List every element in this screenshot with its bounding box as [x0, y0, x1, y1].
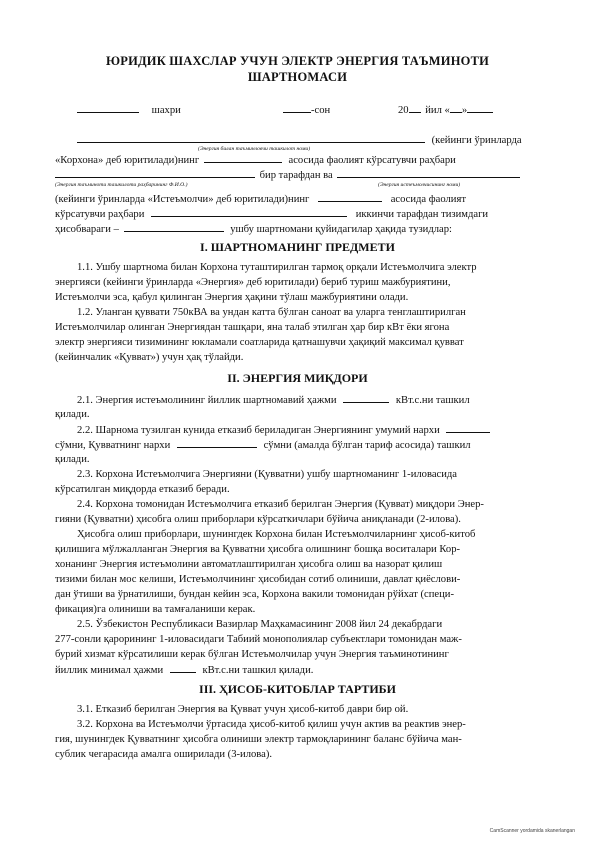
- section-3-heading: III. ҲИСОБ-КИТОБЛАР ТАРТИБИ: [199, 682, 396, 696]
- party-line-2: [55, 153, 456, 167]
- text-line: гияни (Қувватни) ҳисобга олиш приборлари кўрсаткичлари бўйича аниқланади (2-илова).: [55, 514, 461, 525]
- contract-number: [283, 103, 330, 117]
- clause-2-5-last-a: йиллик минимал ҳажми: [55, 665, 164, 676]
- party-line-3-text: бир тарафдан ва: [259, 170, 333, 181]
- year-suffix: йил «: [425, 105, 450, 116]
- total-price-blank: [446, 423, 490, 433]
- party-line-5: [55, 207, 488, 221]
- supplier-head-blank: [55, 168, 255, 178]
- city-label: шахри: [151, 105, 181, 116]
- city-blank: [77, 103, 139, 113]
- text-line: Истеъмолчилар олинган Энергиядан ташқари, яна талаб этилган ҳар бир кВт ёки ягона: [55, 322, 450, 333]
- clause-2-1-unit: кВт.с.ни ташкил: [395, 395, 470, 406]
- section-2-heading: II. ЭНЕРГИЯ МИҚДОРИ: [227, 371, 368, 385]
- text-line: 277-сонли қарорининг 1-иловасидаги Табиий монополиялар субъектлари томонидан маж-: [55, 634, 462, 645]
- clause-2-2-cont-b: сўмни (амалда бўлган тариф асосида) ташкил: [263, 440, 471, 451]
- account-blank: [124, 222, 224, 232]
- party-line-2a: «Корхона» деб юритилади)нинг: [55, 155, 200, 166]
- text-line: 2.5. Ўзбекистон Республикаси Вазирлар Маҳкамасининг 2008 йил 24 декабрдаги: [77, 619, 443, 630]
- clause-2-2-cont-a: сўмни, Қувватнинг нархи: [55, 440, 171, 451]
- text-line: тизими билан мос келиши, Истеъмолчининг ҳисобидан сотиб олиниши, давлат қиёслови-: [55, 574, 461, 585]
- text-line: 1.1. Ушбу шартнома билан Корхона туташтирилган тармоқ орқали Истеъмолчига электр: [77, 262, 477, 273]
- document-title-line1: ЮРИДИК ШАХСЛАР УЧУН ЭЛЕКТР ЭНЕРГИЯ ТАЪМИНОТИ: [105, 54, 490, 68]
- quote-mid: »: [461, 105, 468, 116]
- basis-blank-1: [204, 153, 282, 163]
- text-line: дан ўтиши ва ўрнатилиши, бундан кейин эса, Корхона вакили томонидан рўйхат (специ-: [55, 589, 454, 600]
- text-line: 1.2. Уланган қуввати 750кВА ва ундан катта бўлган саноат ва уларга тенглаштирилган: [77, 307, 466, 318]
- clause-2-1: [77, 393, 470, 407]
- note-consumer: (Энергия истеъмолчисининг номи): [378, 182, 461, 188]
- clause-2-1-text: 2.1. Энергия истеъмолининг йиллик шартномавий ҳажми: [77, 395, 337, 406]
- clause-2-5-last-b: кВт.с.ни ташкил қилади.: [202, 665, 314, 676]
- city-field: [77, 103, 181, 117]
- text-line: 3.2. Корхона ва Истеъмолчи ўртасида ҳисоб-китоб қилиш учун актив ва реактив энер-: [77, 719, 466, 730]
- supplier-name-blank: [77, 133, 425, 143]
- party-line-4: [55, 192, 466, 206]
- annual-volume-blank: [343, 393, 389, 403]
- contract-date: [398, 103, 493, 117]
- min-volume-blank: [170, 663, 196, 673]
- month-blank: [467, 103, 493, 113]
- year-blank: [409, 103, 421, 113]
- clause-2-2-text: 2.2. Шарнома тузилган кунида етказиб бериладиган Энергиянинг умумий нархи: [77, 425, 440, 436]
- party-line-1: [77, 133, 522, 147]
- text-line: электр энергияси тизимининг юкламали соатларида қатнашувчи ҳақиқий максимал қувват: [55, 337, 464, 348]
- clause-2-2: [77, 423, 490, 437]
- text-line: бурий хизмат кўрсатилиши керак бўлган Истеъмолчилар учун Энергия таъминотининг: [55, 649, 449, 660]
- note-supplier: (Энергия билан таъминловчи ташкилот номи): [198, 146, 311, 152]
- text-line: қилади.: [55, 454, 90, 465]
- text-line: фикация)га олиниши ва тамғаланиши керак.: [55, 604, 256, 615]
- text-line: қилишига мўлжалланган Энергия ва Қувватни ҳисобга олишнинг бошқа воситалари Кор-: [55, 544, 461, 555]
- text-line: хонанинг Энергия истеъмолини автоматлаштирилган ҳисобга олиш ва назорат қилиш: [55, 559, 443, 570]
- text-line: қилади.: [55, 409, 90, 420]
- note-supplier-head: (Энергия таъминоти ташкилоти раҳбарининг Ф.И.О.): [55, 182, 188, 188]
- number-blank: [283, 103, 311, 113]
- text-line: 2.4. Корхона томонидан Истеъмолчига етказиб берилган Энергия (Қувват) миқдори Энер-: [77, 499, 484, 510]
- consumer-head-blank: [151, 207, 347, 217]
- text-line: гия, шунингдек Қувватнинг ҳисобга олиниши электр тармоқларининг баланс бўйича ман-: [55, 734, 462, 745]
- text-line: 2.3. Корхона Истеъмолчига Энергияни (Қувватни) ушбу шартноманинг 1-иловасида: [77, 469, 457, 480]
- section-1-heading: I. ШАРТНОМАНИНГ ПРЕДМЕТИ: [200, 240, 395, 254]
- scanner-watermark: CamScanner yordamida skanerlangan: [489, 828, 575, 834]
- party-line-6: [55, 222, 452, 236]
- party-line-5b: иккинчи тарафдан тизимдаги: [355, 209, 489, 220]
- text-line: кўрсатилган миқдорда етказиб беради.: [55, 484, 230, 495]
- party-line-5a: кўрсатувчи раҳбари: [55, 209, 145, 220]
- power-price-blank: [177, 438, 257, 448]
- clause-2-5-last: [55, 663, 313, 677]
- text-line: Ҳисобга олиш приборлари, шунингдек Корхона билан Истеъмолчиларнинг ҳисоб-китоб: [77, 529, 476, 540]
- consumer-name-blank: [337, 168, 520, 178]
- basis-blank-2: [318, 192, 382, 202]
- party-line-3: [55, 168, 520, 182]
- party-line-6a: ҳисобвараги –: [55, 224, 119, 235]
- day-blank: [450, 103, 462, 113]
- party-line-4b: асосида фаолият: [390, 194, 466, 205]
- party-line-4a: (кейинги ўринларда «Истеъмолчи» деб юритилади)нинг: [55, 194, 310, 205]
- text-line: 3.1. Етказиб берилган Энергия ва Қувват учун ҳисоб-китоб даври бир ой.: [77, 704, 409, 715]
- text-line: Истеъмолчи эса, қабул қилинган Энергия ҳақини тўлаш мажбуриятини олади.: [55, 292, 409, 303]
- number-suffix: -сон: [311, 105, 331, 116]
- document-title-line2: ШАРТНОМАСИ: [247, 70, 348, 84]
- party-line-6b: ушбу шартномани қуйидагилар ҳақида тузидлар:: [230, 224, 452, 235]
- year-prefix: 20: [398, 105, 409, 116]
- text-line: энергияси (кейинги ўринларда «Энергия» деб юритилади) бериб туриш мажбуриятини,: [55, 277, 451, 288]
- party-line-2b: асосида фаолият кўрсатувчи раҳбари: [288, 155, 456, 166]
- text-line: (кейинчалик «Қувват») учун ҳақ тўлайди.: [55, 352, 244, 363]
- clause-2-2-cont: [55, 438, 471, 452]
- party-line-1-text: (кейинги ўринларда: [431, 135, 522, 146]
- text-line: сублик чегарасида амалга оширилади (3-илова).: [55, 749, 273, 760]
